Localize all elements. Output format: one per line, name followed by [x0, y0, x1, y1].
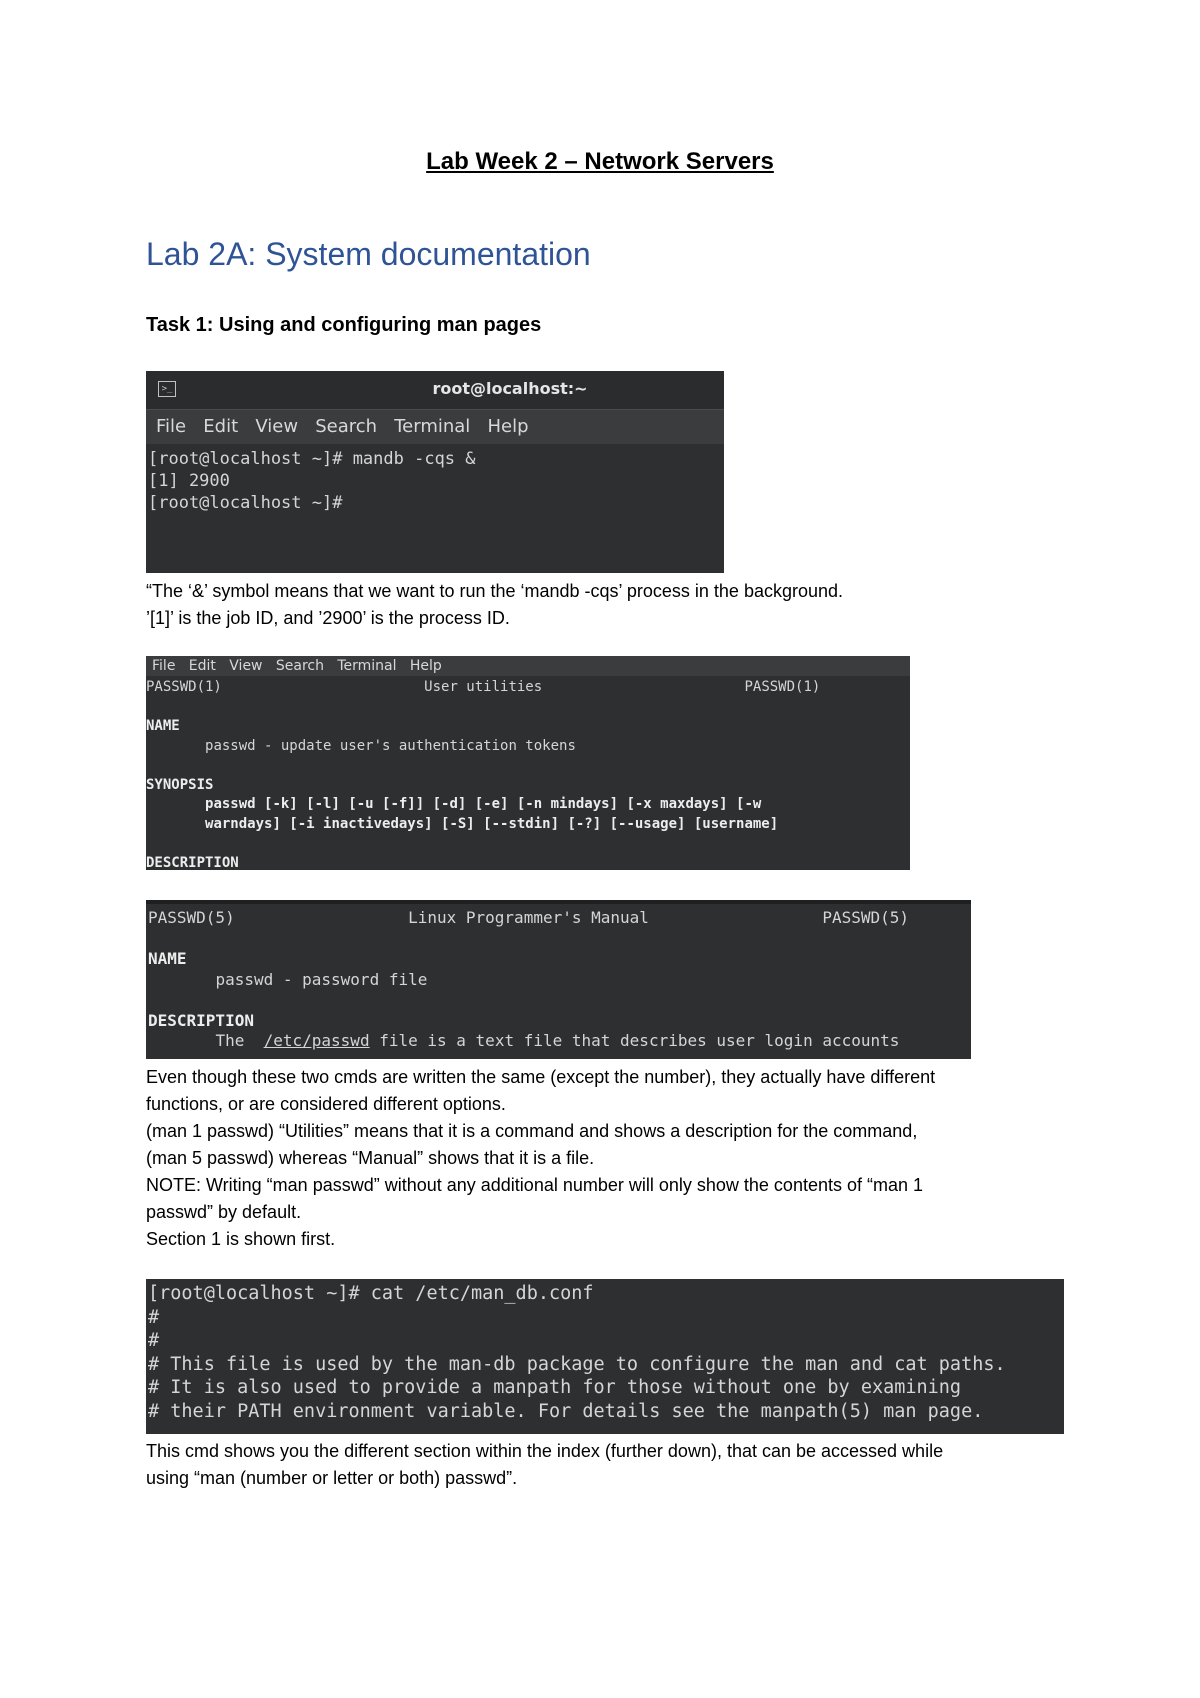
terminal-menubar	[146, 656, 910, 676]
paragraph-line: Even though these two cmds are written the same (except the number), they actually have different	[146, 1067, 936, 1087]
paragraph-line: passwd” by default.	[146, 1202, 302, 1222]
terminal-window-title: root@localhost:~	[432, 379, 588, 398]
man-header-left: PASSWD(1)	[146, 679, 222, 695]
terminal-line: #	[148, 1306, 160, 1328]
menu-view: View	[255, 416, 299, 437]
terminal-output	[146, 444, 724, 514]
man-synopsis-line: passwd [-k] [-l] [-u [-f]] [-d] [-e] [-n mindays] [-x maxdays] [-w	[205, 796, 762, 812]
paragraph-line: ’[1]’ is the job ID, and ’2900’ is the process ID.	[146, 608, 510, 628]
man-synopsis-heading: SYNOPSIS	[146, 776, 214, 793]
man-desc-prefix: The	[215, 1031, 245, 1050]
terminal-output	[146, 1279, 1064, 1424]
paragraph-line: “The ‘&’ symbol means that we want to run the ‘mandb -cqs’ process in the background.	[146, 581, 844, 601]
menu-file: File	[156, 416, 187, 437]
task-heading: Task 1: Using and configuring man pages	[146, 314, 542, 336]
terminal-screenshot-man1-passwd	[146, 656, 910, 870]
paragraph-man-sections	[146, 1064, 1066, 1253]
menu-help: Help	[409, 658, 442, 674]
paragraph-line: (man 1 passwd) “Utilities” means that it is a command and shows a description for the command,	[146, 1121, 918, 1141]
terminal-line: [root@localhost ~]#	[148, 493, 343, 513]
man-description-heading: DESCRIPTION	[148, 1010, 254, 1030]
terminal-line: [root@localhost ~]# cat /etc/man_db.conf	[148, 1283, 594, 1304]
menu-search: Search	[315, 416, 378, 437]
man-header	[148, 908, 971, 929]
terminal-window-icon: >_	[158, 381, 176, 397]
menu-view: View	[229, 658, 263, 674]
man-page-output	[146, 904, 971, 1052]
man-name-text: passwd - password file	[215, 969, 428, 989]
terminal-line: #	[148, 1330, 160, 1352]
paragraph-line: NOTE: Writing “man passwd” without any additional number will only show the contents of “man 1	[146, 1175, 924, 1195]
menu-help: Help	[487, 416, 529, 437]
terminal-line: # It is also used to provide a manpath for those without one by examining	[148, 1377, 962, 1399]
paragraph-cmd-explanation	[146, 1438, 1066, 1492]
terminal-screenshot-man-db-conf	[146, 1279, 1064, 1434]
man-synopsis-line: warndays] [-i inactivedays] [-S] [--stdin] [-?] [--usage] [username]	[205, 815, 779, 832]
man-page-output	[146, 676, 910, 870]
terminal-line: [1] 2900	[148, 471, 230, 491]
menu-terminal: Terminal	[394, 416, 471, 437]
terminal-titlebar	[146, 371, 724, 410]
terminal-line: # This file is used by the man-db package to configure the man and cat paths.	[148, 1353, 1006, 1375]
menu-terminal: Terminal	[337, 658, 397, 674]
terminal-screenshot-man5-passwd	[146, 900, 971, 1059]
section-heading: Lab 2A: System documentation	[146, 236, 591, 272]
terminal-line: # their PATH environment variable. For details see the manpath(5) man page.	[148, 1400, 984, 1422]
paragraph-line: This cmd shows you the different section within the index (further down), that can be accessed while	[146, 1441, 944, 1461]
man-name-heading: NAME	[148, 949, 187, 968]
terminal-menubar	[146, 410, 724, 444]
page-title: Lab Week 2 – Network Servers	[426, 148, 774, 175]
man-name-text: passwd - update user's authentication tokens	[205, 737, 576, 754]
man-header-center: Linux Programmer's Manual	[408, 908, 649, 927]
terminal-screenshot-mandb	[146, 371, 724, 573]
menu-search: Search	[275, 658, 324, 674]
man-header-left: PASSWD(5)	[148, 908, 235, 927]
menu-edit: Edit	[203, 416, 239, 437]
menu-edit: Edit	[188, 658, 216, 674]
man-header	[146, 678, 910, 698]
menu-file: File	[152, 658, 176, 674]
man-desc-path: /etc/passwd	[263, 1031, 370, 1050]
paragraph-line: using “man (number or letter or both) passwd”.	[146, 1468, 518, 1488]
terminal-line: [root@localhost ~]# mandb -cqs &	[148, 449, 476, 469]
paragraph-line: Section 1 is shown first.	[146, 1229, 336, 1249]
paragraph-line: (man 5 passwd) whereas “Manual” shows that it is a file.	[146, 1148, 595, 1168]
man-desc-suffix: file is a text file that describes user login accounts	[379, 1031, 900, 1050]
man-header-right: PASSWD(5)	[822, 908, 910, 927]
man-header-center: User utilities	[424, 679, 543, 695]
man-header-right: PASSWD(1)	[744, 679, 821, 695]
man-description-heading: DESCRIPTION	[146, 854, 239, 870]
paragraph-line: functions, or are considered different options.	[146, 1094, 506, 1114]
paragraph-background-process	[146, 578, 1066, 632]
man-name-heading: NAME	[146, 718, 180, 734]
